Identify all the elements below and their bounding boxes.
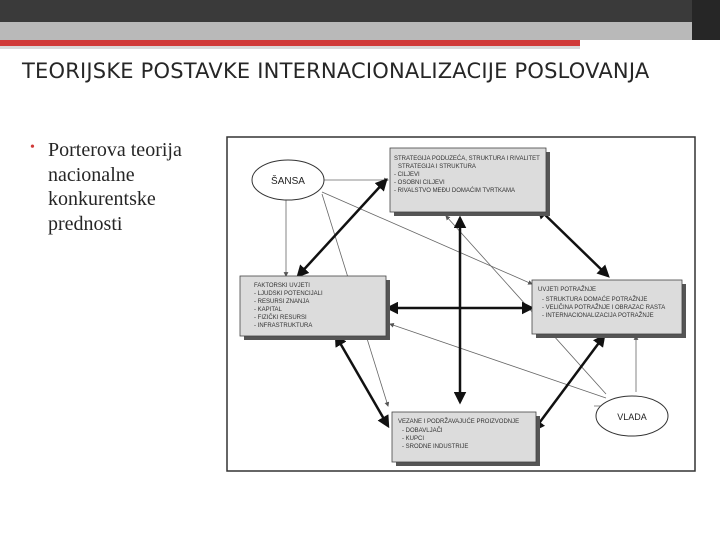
demand-item: - STRUKTURA DOMAĆE POTRAŽNJE — [542, 297, 648, 303]
related-item: - DOBAVLJAČI — [402, 428, 443, 434]
chance-node — [252, 160, 324, 200]
strategy-item: - CILJEVI — [394, 172, 420, 178]
porter-diamond-diagram — [226, 136, 696, 472]
strategy-item: - RIVALSTVO MEĐU DOMAĆIM TVRTKAMA — [394, 188, 516, 194]
related-title: VEZANE I PODRŽAVAJUĆE PROIZVODNJE — [398, 419, 520, 425]
divider-notch — [580, 40, 720, 46]
strategy-title: STRATEGIJA PODUZEĆA, STRUKTURA I RIVALITET — [394, 156, 540, 162]
bullet-text: Porterova teorija nacionalne konkurentske prednosti — [48, 139, 182, 235]
top-bar-accent — [0, 22, 720, 40]
demand-title: UVJETI POTRAŽNJE — [538, 287, 597, 293]
strategy-box — [390, 148, 550, 216]
government-label: VLADA — [617, 412, 647, 422]
factor-item: - LJUDSKI POTENCIJALI — [254, 291, 323, 297]
factor-conditions-box — [240, 276, 390, 340]
related-item: - SRODNE INDUSTRIJE — [402, 444, 469, 450]
chance-label: ŠANSA — [271, 176, 305, 187]
slide-title: TEORIJSKE POSTAVKE INTERNACIONALIZACIJE POSLOVANJA — [22, 59, 650, 83]
demand-item: - VELIČINA POTRAŽNJE I OBRAZAC RASTA — [542, 305, 666, 311]
strategy-item: STRATEGIJA I STRUKTURA — [398, 164, 476, 170]
government-node — [596, 396, 668, 436]
bullet-dot-icon: • — [30, 140, 35, 155]
related-industries-box — [392, 412, 540, 466]
demand-item: - INTERNACIONALIZACIJA POTRAŽNJE — [542, 313, 654, 319]
factor-title: FAKTORSKI UVJETI — [254, 283, 310, 289]
top-bar-corner — [692, 0, 720, 40]
factor-item: - KAPITAL — [254, 307, 282, 313]
strategy-item: - OSOBNI CILJEVI — [394, 180, 445, 186]
demand-conditions-box — [532, 280, 686, 338]
factor-item: - INFRASTRUKTURA — [254, 323, 313, 329]
related-item: - KUPCI — [402, 436, 425, 442]
gray-divider — [0, 46, 580, 49]
top-bar — [0, 0, 720, 22]
factor-item: - FIZIČKI RESURSI — [254, 315, 307, 321]
factor-item: - RESURSI ZNANJA — [254, 299, 310, 305]
